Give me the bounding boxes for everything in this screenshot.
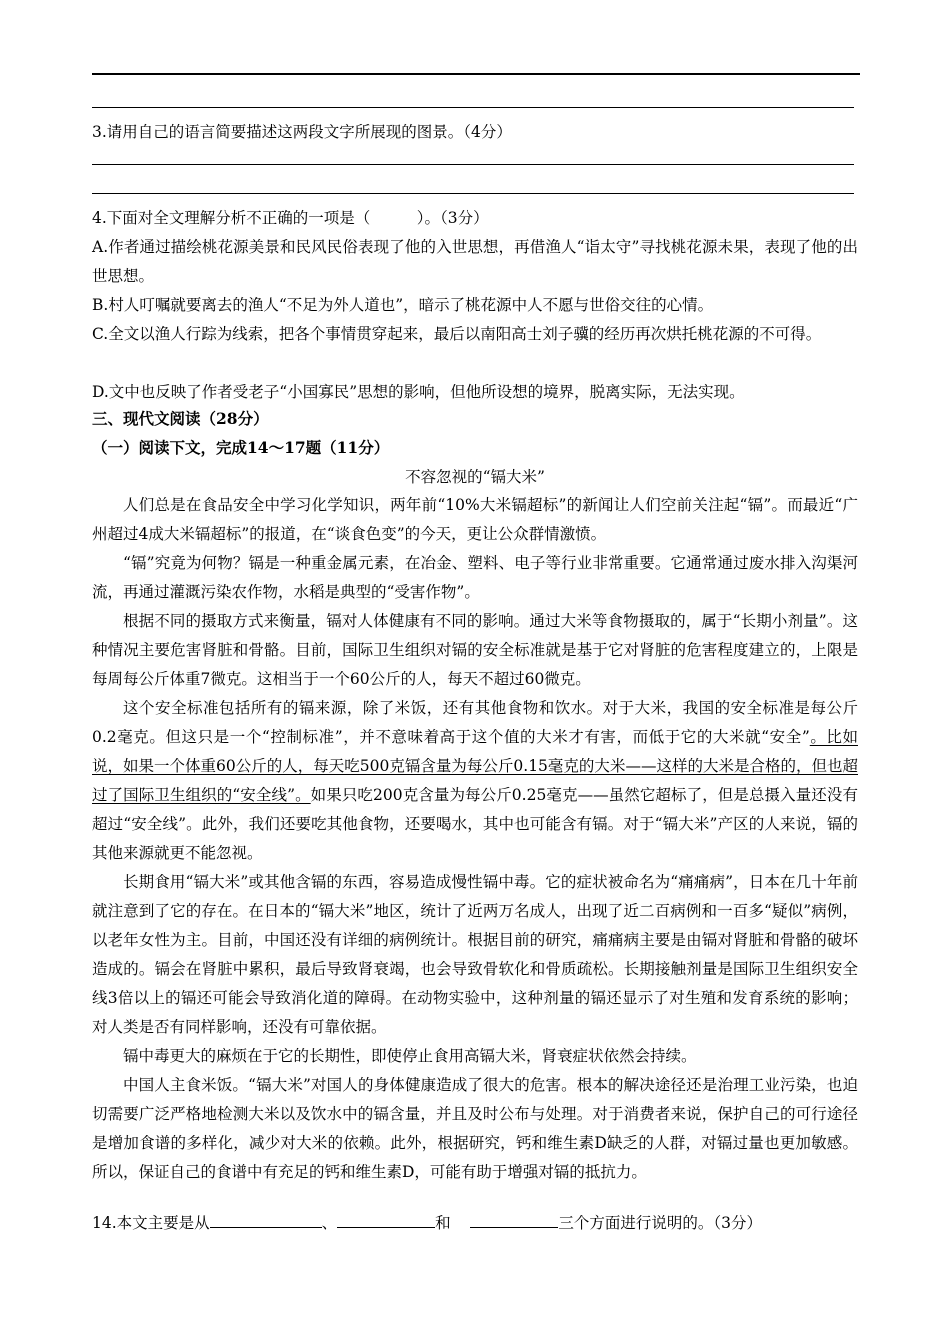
separator: 和 <box>435 1214 451 1232</box>
article-paragraph: 长期食用“镉大米”或其他含镉的东西，容易造成慢性镉中毒。它的症状被命名为“痛痛病”，日本在几十年前就注意到了它的存在。在日本的“镉大米”地区，统计了近两万名成人，出现了近二百病例和一百多“疑似”病例，以老年女性为主。目前，中国还没有详细的病例统计。根据目前的研究，痛痛病主要是由镉对肾脏和骨骼的破坏造成的。镉会在肾脏中累积，最后导致肾衰竭，也会导致骨软化和骨质疏松。长期接触剂量是国际卫生组织安全线3倍以上的镉还可能会导致消化道的障碍。在动物实验中，这种剂量的镉还显示了对生殖和发育系统的影响；对人类是否有同样影响，还没有可靠依据。 <box>92 873 858 1036</box>
question-14-prefix: 14.本文主要是从 <box>92 1214 210 1232</box>
answer-line <box>92 107 854 108</box>
top-rule <box>92 73 860 75</box>
question-14 <box>92 1210 858 1236</box>
article-paragraph: 镉中毒更大的麻烦在于它的长期性，即使停止食用高镉大米，肾衰症状依然会持续。 <box>123 1047 697 1065</box>
article-paragraph: 根据不同的摄取方式来衡量，镉对人体健康有不同的影响。通过大米等食物摄取的，属于“长期小剂量”。这种情况主要危害肾脏和骨骼。目前，国际卫生组织对镉的安全标准就是基于它对肾脏的危害程度建立的，上限是每周每公斤体重7微克。这相当于一个60公斤的人，每天不超过60微克。 <box>92 612 858 688</box>
option-c: C.全文以渔人行踪为线索，把各个事情贯穿起来，最后以南阳高士刘子骥的经历再次烘托桃花源的不可得。 <box>92 325 822 343</box>
answer-blank[interactable] <box>470 1211 558 1228</box>
answer-line <box>92 164 854 165</box>
option-d: D.文中也反映了作者受老子“小国寡民”思想的影响，但他所设想的境界，脱离实际，无法实现。 <box>92 383 745 401</box>
subsection-heading: （一）阅读下文，完成14～17题（11分） <box>92 438 390 457</box>
question-3: 3.请用自己的语言简要描述这两段文字所展现的图景。（4分） <box>92 123 512 141</box>
section-heading: 三、现代文阅读（28分） <box>92 409 269 428</box>
article-title: 不容忽视的“镉大米” <box>405 468 545 486</box>
separator: 、 <box>321 1214 338 1232</box>
question-14-suffix: 三个方面进行说明的。（3分） <box>558 1214 763 1232</box>
question-4-stem: 4.下面对全文理解分析不正确的一项是（ ）。（3分） <box>92 209 489 227</box>
article-paragraph <box>92 694 858 868</box>
underlined-sentence: 。比如说，如果一个体重60公斤的人，每天吃500克镉含量为每公斤0.15毫克的大米——这样的大米是合格的，但也超过了国际卫生组织的“安全线”。 <box>92 728 858 804</box>
paragraph-text: 这个安全标准包括所有的镉来源，除了米饭，还有其他食物和饮水。对于大米，我国的安全标准是每公斤0.2毫克。但这只是一个“控制标准”，并不意味着高于这个值的大米才有害，而低于它的大米就“安全” <box>92 699 858 746</box>
option-a: A.作者通过描绘桃花源美景和民风民俗表现了他的入世思想，再借渔人“诣太守”寻找桃花源未果，表现了他的出世思想。 <box>92 238 858 285</box>
article-paragraph: “镉”究竟为何物？镉是一种重金属元素，在冶金、塑料、电子等行业非常重要。它通常通过废水排入沟渠河流，再通过灌溉污染农作物，水稻是典型的“受害作物”。 <box>92 554 858 601</box>
article-paragraph: 中国人主食米饭。“镉大米”对国人的身体健康造成了很大的危害。根本的解决途径还是治理工业污染，也迫切需要广泛严格地检测大米以及饮水中的镉含量，并且及时公布与处理。对于消费者来说，保护自己的可行途径是增加食谱的多样化，减少对大米的依赖。此外，根据研究，钙和维生素D缺乏的人群，对镉过量也更加敏感。所以，保证自己的食谱中有充足的钙和维生素D，可能有助于增强对镉的抵抗力。 <box>92 1076 858 1181</box>
answer-line <box>92 193 854 194</box>
answer-blank[interactable] <box>210 1211 322 1228</box>
answer-blank[interactable] <box>337 1211 435 1228</box>
paragraph-text: 如果只吃200克含量为每公斤0.25毫克——虽然它超标了，但是总摄入量还没有超过“安全线”。此外，我们还要吃其他食物，还要喝水，其中也可能含有镉。对于“镉大米”产区的人来说，镉的其他来源就更不能忽视。 <box>92 786 858 862</box>
article-paragraph: 人们总是在食品安全中学习化学知识，两年前“10%大米镉超标”的新闻让人们空前关注起“镉”。而最近“广州超过4成大米镉超标”的报道，在“谈食色变”的今天，更让公众群情激愤。 <box>92 496 858 543</box>
option-b: B.村人叮嘱就要离去的渔人“不足为外人道也”，暗示了桃花源中人不愿与世俗交往的心情。 <box>92 296 714 314</box>
